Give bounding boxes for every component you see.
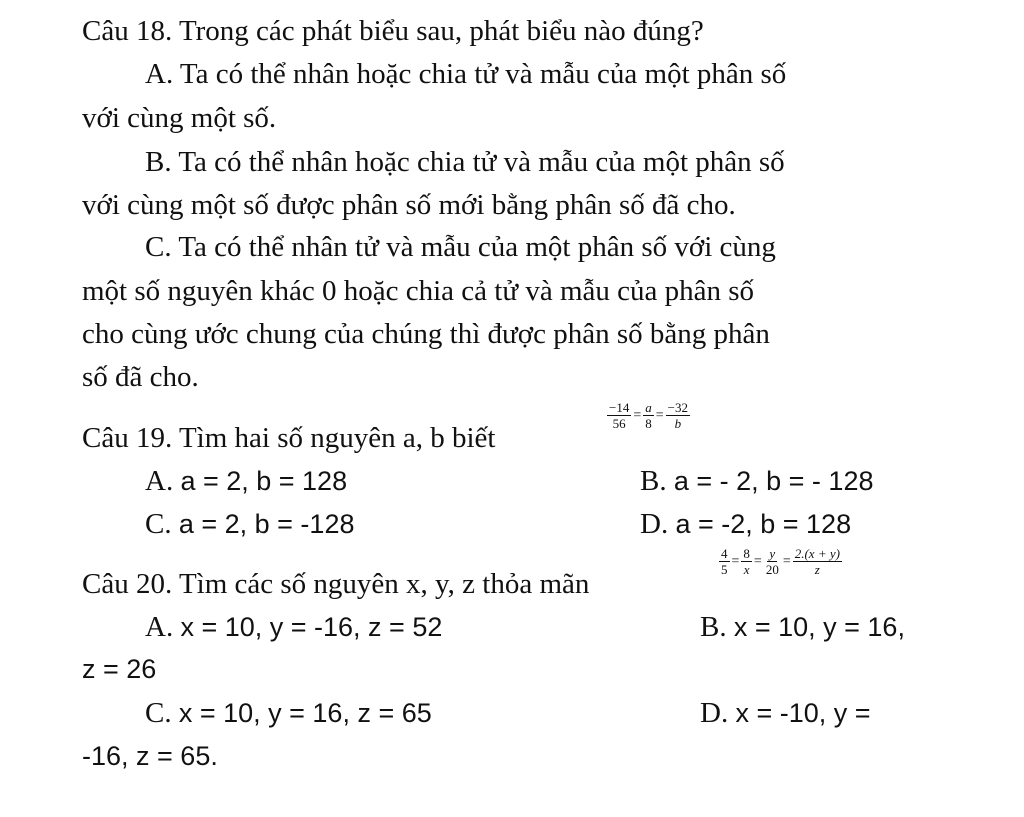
q20-title: Câu 20. Tìm các số nguyên x, y, z thỏa mãn — [82, 568, 590, 600]
q19-option-d: D. a = -2, b = 128 — [640, 508, 852, 540]
q20-option-d: D. x = -10, y = — [700, 697, 871, 729]
q19-option-c: C. a = 2, b = -128 — [145, 508, 355, 540]
q18-option-c-line3: cho cùng ước chung của chúng thì được phân số bằng phân — [82, 318, 770, 350]
q19-fraction-1: $\frac{-14}{56}$ — [609, 400, 630, 431]
q20-option-c: C. x = 10, y = 16, z = 65 — [145, 697, 432, 729]
q18-option-b-line1: B. Ta có thể nhân hoặc chia tử và mẫu của một phân số — [145, 146, 785, 178]
q20-option-d-continued: -16, z = 65. — [82, 741, 218, 771]
q19-option-b: B. a = - 2, b = - 128 — [640, 465, 874, 497]
q18-option-a-line2: với cùng một số. — [82, 102, 277, 134]
q19-title: Câu 19. Tìm hai số nguyên a, b biết — [82, 422, 496, 454]
q20-fraction-4: $\frac{2.(x + y)}{z}$ — [794, 546, 840, 577]
q19-fraction-2: $\frac{a}{8}$ — [645, 400, 652, 431]
q19-option-a: A. a = 2, b = 128 — [145, 465, 348, 497]
q20-fraction-3: $\frac{y}{20}$ — [765, 546, 779, 577]
q18-option-b-line2: với cùng một số được phân số mới bằng phân số đã cho. — [82, 189, 736, 221]
q20-fraction-1: $\frac{4}{5}$ — [721, 546, 728, 577]
q19-fraction-3: $\frac{-32}{b}$ — [667, 400, 688, 431]
q18-option-c-line1: C. Ta có thể nhân tử và mẫu của một phân số với cùng — [145, 231, 776, 263]
q18-option-c-line4: số đã cho. — [82, 361, 199, 393]
q20-option-a: A. x = 10, y = -16, z = 52 — [145, 611, 443, 643]
q20-option-b: B. x = 10, y = 16, — [700, 611, 905, 643]
q18-title: Câu 18. Trong các phát biểu sau, phát biểu nào đúng? — [82, 15, 704, 47]
q20-equation: $\frac{4}{5}$ = $\frac{8}{x}$ = $\frac{y}{20}$ = $\frac{2.(x + y)}{z}$ — [721, 546, 840, 577]
q19-equation: $\frac{-14}{56}$ = $\frac{a}{8}$ = $\frac{-32}{b}$ — [609, 400, 688, 431]
q20-option-b-continued: z = 26 — [82, 654, 157, 684]
q18-option-a-line1: A. Ta có thể nhân hoặc chia tử và mẫu của một phân số — [145, 58, 787, 90]
q20-fraction-2: $\frac{8}{x}$ — [743, 546, 750, 577]
q18-option-c-line2: một số nguyên khác 0 hoặc chia cả tử và mẫu của phân số — [82, 275, 755, 307]
